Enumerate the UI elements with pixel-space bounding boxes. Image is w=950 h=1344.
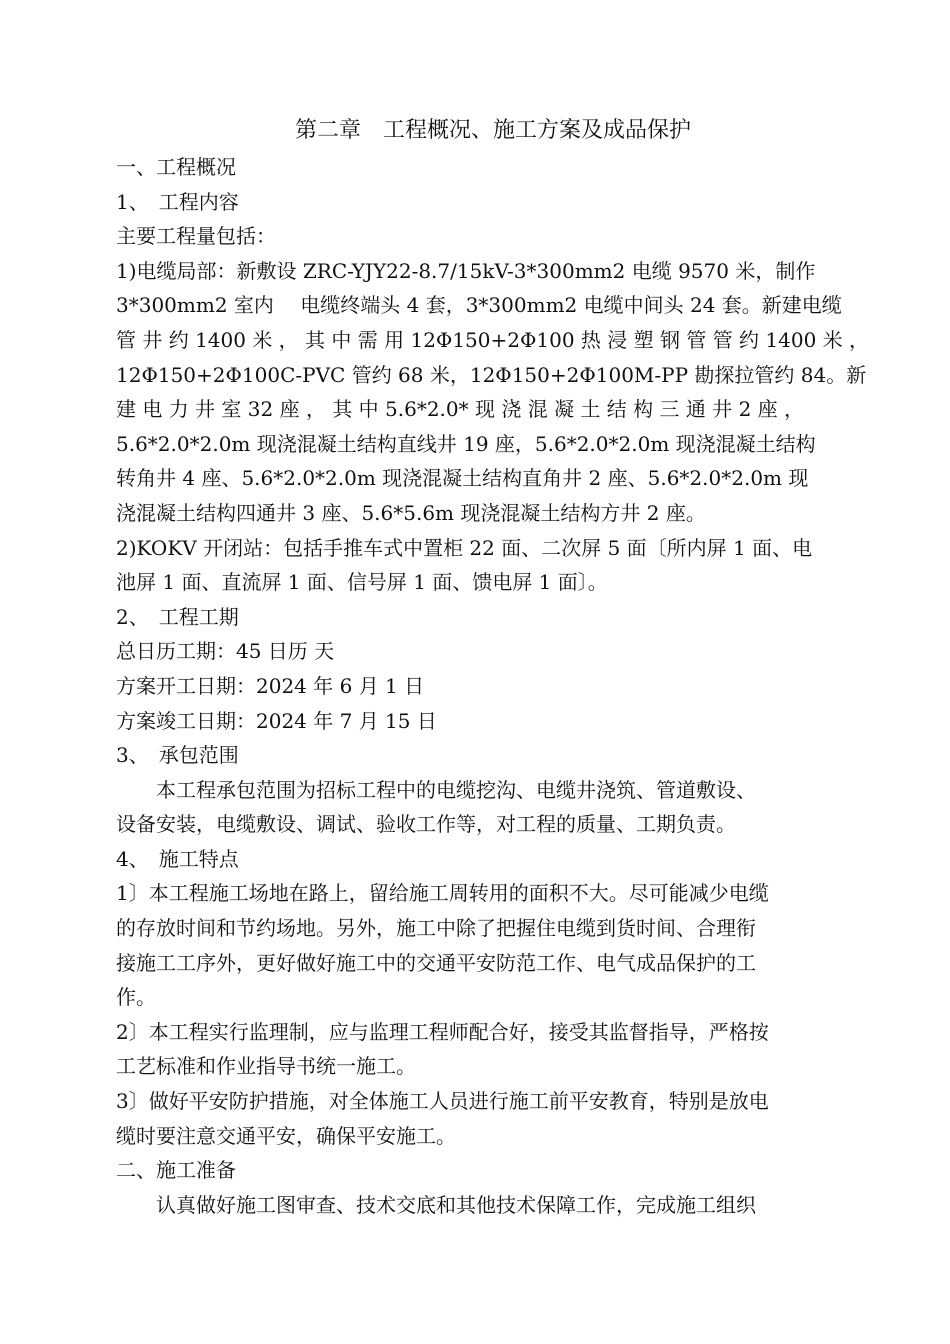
subsection-heading: 1、 工程内容 <box>116 189 239 214</box>
paragraph-line: 转角井 4 座、5.6*2.0*2.0m 现浇混凝土结构直角井 2 座、5.6*2.0*2.0m 现 <box>116 466 809 491</box>
paragraph-line: 管 井 约 1400 米 ， 其 中 需 用 12Φ150+2Φ100 热 浸 塑 钢 管 管 约 1400 米 ， <box>116 327 870 352</box>
paragraph-line: 主要工程量包括： <box>116 224 276 249</box>
paragraph-line: 本工程承包范围为招标工程中的电缆挖沟、电缆井浇筑、管道敷设、 <box>156 777 756 802</box>
paragraph-line: 建 电 力 井 室 32 座 ， 其 中 5.6*2.0* 现 浇 混 凝 土 结 构 三 通 井 2 座 ， <box>116 397 805 422</box>
paragraph-line: 作。 <box>116 985 156 1010</box>
paragraph-line: 的存放时间和节约场地。另外，施工中除了把握住电缆到货时间、合理衔 <box>116 916 756 941</box>
section-heading: 二、施工准备 <box>116 1158 236 1183</box>
paragraph-line: 3*300mm2 室内 电缆终端头 4 套，3*300mm2 电缆中间头 24 套。新建电缆 <box>116 293 842 318</box>
paragraph-line: 3〕做好平安防护措施，对全体施工人员进行施工前平安教育，特别是放电 <box>116 1089 769 1114</box>
paragraph-line: 12Φ150+2Φ100C-PVC 管约 68 米，12Φ150+2Φ100M-PP 勘探拉管约 84。新 <box>116 362 867 387</box>
paragraph-line: 2〕本工程实行监理制，应与监理工程师配合好，接受其监督指导，严格按 <box>116 1019 769 1044</box>
paragraph-line: 缆时要注意交通平安，确保平安施工。 <box>116 1123 456 1148</box>
paragraph-line: 1〕本工程施工场地在路上，留给施工周转用的面积不大。尽可能减少电缆 <box>116 881 769 906</box>
paragraph-line: 方案竣工日期：2024 年 7 月 15 日 <box>116 708 437 733</box>
paragraph-line: 1)电缆局部：新敷设 ZRC-YJY22-8.7/15kV-3*300mm2 电缆 9570 米，制作 <box>116 258 816 283</box>
subsection-heading: 2、 工程工期 <box>116 604 239 629</box>
paragraph-line: 总日历工期：45 日历 天 <box>116 639 335 664</box>
paragraph-line: 方案开工日期：2024 年 6 月 1 日 <box>116 673 425 698</box>
paragraph-line: 5.6*2.0*2.0m 现浇混凝土结构直线井 19 座，5.6*2.0*2.0m 现浇混凝土结构 <box>116 431 816 456</box>
subsection-heading: 4、 施工特点 <box>116 846 239 871</box>
paragraph-line: 认真做好施工图审查、技术交底和其他技术保障工作，完成施工组织 <box>156 1192 756 1217</box>
section-heading: 一、工程概况 <box>116 155 236 179</box>
paragraph-line: 2)KOKV 开闭站：包括手推车式中置柜 22 面、二次屏 5 面〔所内屏 1 面、电 <box>116 535 813 560</box>
paragraph-line: 设备安装，电缆敷设、调试、验收工作等，对工程的质量、工期负责。 <box>116 812 736 837</box>
paragraph-line: 接施工工序外，更好做好施工中的交通平安防范工作、电气成品保护的工 <box>116 950 756 975</box>
chapter-title: 第二章 工程概况、施工方案及成品保护 <box>294 118 691 143</box>
subsection-heading: 3、 承包范围 <box>116 743 239 768</box>
paragraph-line: 浇混凝土结构四通井 3 座、5.6*5.6m 现浇混凝土结构方井 2 座。 <box>116 500 706 525</box>
paragraph-line: 池屏 1 面、直流屏 1 面、信号屏 1 面、馈电屏 1 面〕。 <box>116 570 608 595</box>
paragraph-line: 工艺标准和作业指导书统一施工。 <box>116 1054 416 1079</box>
